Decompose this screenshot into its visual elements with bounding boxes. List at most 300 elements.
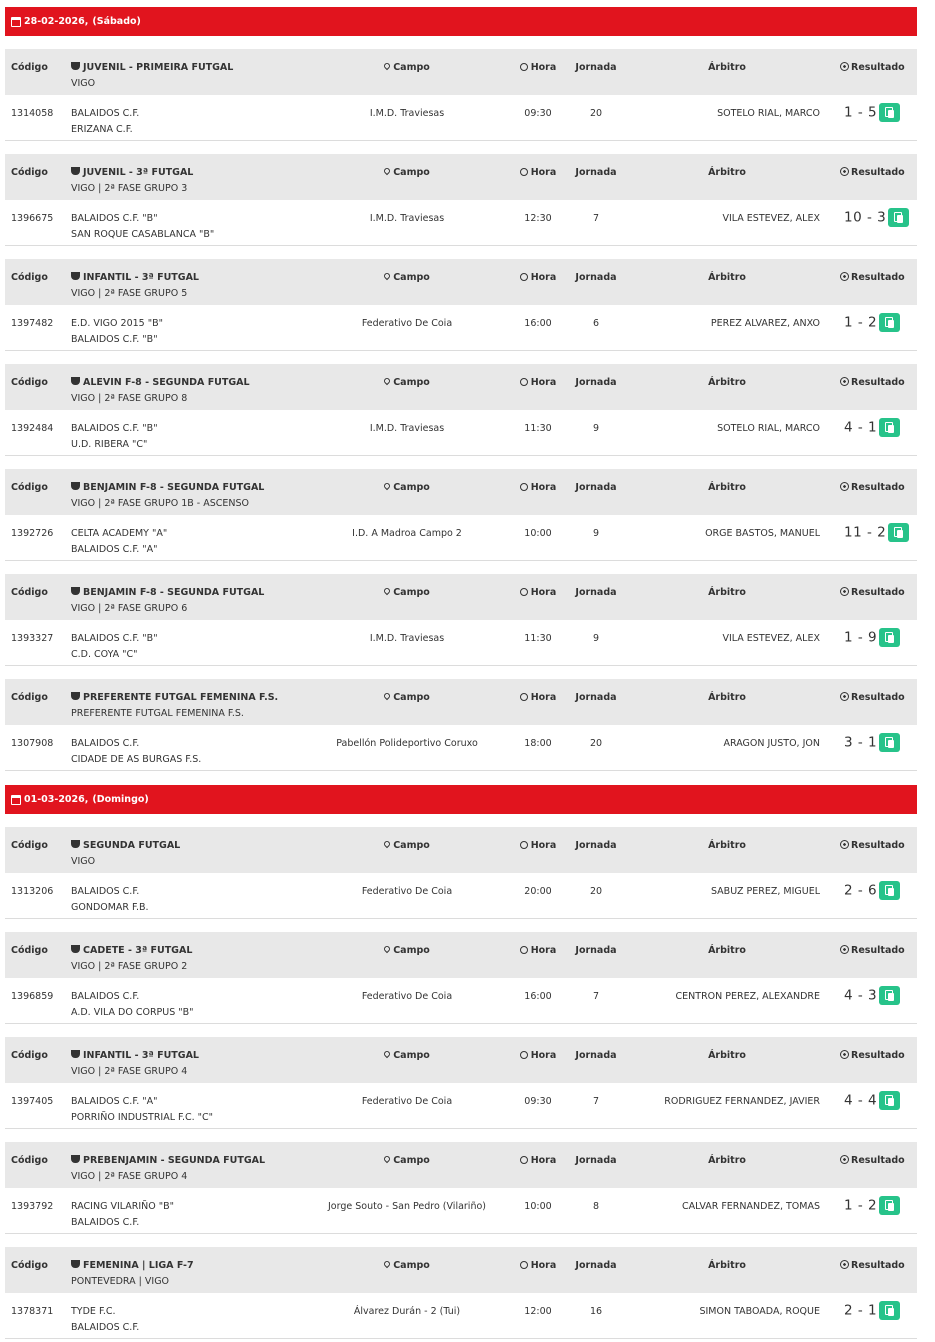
clock-icon	[520, 1156, 528, 1164]
hora-header	[508, 60, 568, 76]
hora-value: 16:00	[524, 318, 552, 329]
jornada-header: Jornada	[575, 692, 617, 703]
campo-header	[305, 943, 509, 959]
competition-group: VIGO	[71, 856, 96, 867]
hora-label: Hora	[530, 1050, 557, 1061]
match-header-row	[5, 469, 917, 515]
map-marker-icon	[383, 62, 391, 70]
result-cell	[844, 313, 900, 332]
competition-cell	[71, 165, 193, 197]
match-row	[5, 725, 917, 771]
map-marker-icon	[383, 840, 391, 848]
hora-value: 20:00	[524, 886, 552, 897]
match-code: 1313206	[11, 886, 54, 897]
campo-label: Campo	[393, 272, 430, 283]
match-row	[5, 515, 917, 561]
trophy-icon	[71, 587, 80, 595]
match-code: 1392484	[11, 423, 54, 434]
match-list	[5, 7, 917, 1339]
date-text: 01-03-2026,	[24, 794, 89, 805]
competition-group: VIGO | 2ª FASE GRUPO 8	[71, 393, 188, 404]
jornada-header: Jornada	[575, 1260, 617, 1271]
competition-group: VIGO | 2ª FASE GRUPO 5	[71, 288, 188, 299]
arbitro-header: Árbitro	[708, 692, 746, 703]
competition-group: VIGO | 2ª FASE GRUPO 4	[71, 1171, 188, 1182]
copy-result-button[interactable]	[879, 103, 900, 122]
jornada-value: 20	[589, 738, 603, 749]
resultado-header	[840, 1048, 905, 1064]
match-card	[5, 932, 917, 1024]
codigo-header: Código	[11, 945, 48, 956]
home-team: TYDE F.C.	[71, 1306, 116, 1317]
result-cell	[844, 1091, 900, 1110]
arbitro-value: VILA ESTEVEZ, ALEX	[722, 633, 820, 644]
home-team: BALAIDOS C.F. "B"	[71, 633, 158, 644]
result-cell	[844, 418, 900, 437]
teams-cell	[71, 421, 158, 453]
match-code: 1397405	[11, 1096, 54, 1107]
campo-header	[305, 60, 509, 76]
soccer-ball-icon	[840, 62, 849, 71]
match-row	[5, 305, 917, 351]
calendar-icon	[11, 795, 21, 805]
match-row	[5, 410, 917, 456]
score-value: 2 - 1	[844, 1302, 878, 1319]
copy-result-button[interactable]	[888, 523, 909, 542]
arbitro-header: Árbitro	[708, 272, 746, 283]
codigo-header: Código	[11, 1050, 48, 1061]
campo-label: Campo	[393, 377, 430, 388]
match-code: 1392726	[11, 528, 54, 539]
match-card	[5, 364, 917, 456]
match-header-row	[5, 259, 917, 305]
soccer-ball-icon	[840, 1050, 849, 1059]
match-header-row	[5, 679, 917, 725]
competition-group: PONTEVEDRA | VIGO	[71, 1276, 170, 1287]
hora-value: 11:30	[524, 633, 552, 644]
match-card	[5, 679, 917, 771]
hora-label: Hora	[530, 1155, 557, 1166]
clock-icon	[520, 378, 528, 386]
campo-value: Pabellón Polideportivo Coruxo	[336, 738, 478, 749]
map-marker-icon	[383, 272, 391, 280]
resultado-label: Resultado	[851, 1260, 905, 1271]
calendar-icon	[11, 17, 21, 27]
score-value: 4 - 3	[844, 987, 878, 1004]
trophy-icon	[71, 62, 80, 70]
hora-header	[508, 943, 568, 959]
match-card	[5, 1247, 917, 1339]
resultado-header	[840, 165, 905, 181]
arbitro-header: Árbitro	[708, 482, 746, 493]
teams-cell	[71, 1094, 213, 1126]
score-value: 1 - 5	[844, 104, 878, 121]
map-marker-icon	[383, 1050, 391, 1058]
map-marker-icon	[383, 587, 391, 595]
competition-name: BENJAMIN F-8 - SEGUNDA FUTGAL	[83, 482, 265, 493]
match-header-row	[5, 154, 917, 200]
arbitro-header: Árbitro	[708, 945, 746, 956]
competition-name: PREBENJAMIN - SEGUNDA FUTGAL	[83, 1155, 266, 1166]
result-cell	[844, 523, 909, 542]
arbitro-header: Árbitro	[708, 1050, 746, 1061]
jornada-value: 9	[592, 528, 600, 539]
campo-value: I.D. A Madroa Campo 2	[352, 528, 462, 539]
away-team: C.D. COYA "C"	[71, 649, 138, 660]
trophy-icon	[71, 167, 80, 175]
resultado-label: Resultado	[851, 692, 905, 703]
hora-header	[508, 1048, 568, 1064]
campo-value: I.M.D. Traviesas	[369, 213, 445, 224]
jornada-value: 7	[592, 991, 600, 1002]
resultado-header	[840, 60, 905, 76]
jornada-value: 8	[592, 1201, 600, 1212]
jornada-header: Jornada	[575, 840, 617, 851]
hora-header	[508, 480, 568, 496]
jornada-header: Jornada	[575, 1155, 617, 1166]
trophy-icon	[71, 482, 80, 490]
competition-cell	[71, 60, 233, 92]
competition-name: INFANTIL - 3ª FUTGAL	[83, 272, 199, 283]
competition-name: PREFERENTE FUTGAL FEMENINA F.S.	[83, 692, 279, 703]
jornada-value: 7	[592, 1096, 600, 1107]
match-header-row	[5, 574, 917, 620]
match-card	[5, 574, 917, 666]
hora-value: 16:00	[524, 991, 552, 1002]
competition-cell	[71, 375, 250, 407]
resultado-header	[840, 838, 905, 854]
hora-label: Hora	[530, 840, 557, 851]
teams-cell	[71, 989, 194, 1021]
resultado-header	[840, 270, 905, 286]
map-marker-icon	[383, 1260, 391, 1268]
competition-group: PREFERENTE FUTGAL FEMENINA F.S.	[71, 708, 244, 719]
competition-name: INFANTIL - 3ª FUTGAL	[83, 1050, 199, 1061]
clock-icon	[520, 1261, 528, 1269]
campo-header	[305, 838, 509, 854]
competition-group: VIGO | 2ª FASE GRUPO 1B - ASCENSO	[71, 498, 250, 509]
match-card	[5, 827, 917, 919]
competition-cell	[71, 1258, 194, 1290]
jornada-value: 16	[589, 1306, 603, 1317]
hora-header	[508, 838, 568, 854]
campo-label: Campo	[393, 1050, 430, 1061]
arbitro-value: RODRIGUEZ FERNANDEZ, JAVIER	[664, 1096, 820, 1107]
resultado-label: Resultado	[851, 1050, 905, 1061]
copy-result-button[interactable]	[879, 986, 900, 1005]
map-marker-icon	[383, 945, 391, 953]
match-header-row	[5, 1247, 917, 1293]
arbitro-value: SOTELO RIAL, MARCO	[717, 108, 820, 119]
copy-result-button[interactable]	[879, 313, 900, 332]
match-header-row	[5, 932, 917, 978]
campo-header	[305, 270, 509, 286]
teams-cell	[71, 1304, 139, 1336]
arbitro-value: SIMON TABOADA, ROQUE	[699, 1306, 820, 1317]
hora-value: 09:30	[524, 1096, 552, 1107]
hora-label: Hora	[530, 482, 557, 493]
hora-value: 10:00	[524, 1201, 552, 1212]
map-marker-icon	[383, 692, 391, 700]
resultado-header	[840, 1258, 905, 1274]
match-header-row	[5, 364, 917, 410]
competition-group: VIGO | 2ª FASE GRUPO 4	[71, 1066, 188, 1077]
home-team: BALAIDOS C.F. "B"	[71, 213, 158, 224]
soccer-ball-icon	[840, 272, 849, 281]
hora-value: 09:30	[524, 108, 552, 119]
arbitro-value: PEREZ ALVAREZ, ANXO	[710, 318, 820, 329]
match-code: 1307908	[11, 738, 54, 749]
teams-cell	[71, 736, 201, 768]
arbitro-header: Árbitro	[708, 840, 746, 851]
jornada-header: Jornada	[575, 945, 617, 956]
campo-label: Campo	[393, 945, 430, 956]
resultado-label: Resultado	[851, 945, 905, 956]
teams-cell	[71, 1199, 174, 1231]
soccer-ball-icon	[840, 377, 849, 386]
codigo-header: Código	[11, 377, 48, 388]
competition-cell	[71, 585, 264, 617]
competition-name: JUVENIL - PRIMEIRA FUTGAL	[83, 62, 234, 73]
match-code: 1397482	[11, 318, 54, 329]
match-code: 1396859	[11, 991, 54, 1002]
hora-label: Hora	[530, 692, 557, 703]
away-team: BALAIDOS C.F. "A"	[71, 544, 158, 555]
result-cell	[844, 1196, 900, 1215]
campo-label: Campo	[393, 692, 430, 703]
campo-value: Álvarez Durán - 2 (Tui)	[353, 1306, 461, 1317]
jornada-header: Jornada	[575, 377, 617, 388]
away-team: BALAIDOS C.F. "B"	[71, 334, 158, 345]
competition-name: JUVENIL - 3ª FUTGAL	[83, 167, 194, 178]
result-cell	[844, 986, 900, 1005]
campo-value: I.M.D. Traviesas	[369, 633, 445, 644]
resultado-label: Resultado	[851, 377, 905, 388]
competition-name: CADETE - 3ª FUTGAL	[83, 945, 193, 956]
competition-cell	[71, 1153, 265, 1185]
soccer-ball-icon	[840, 692, 849, 701]
teams-cell	[71, 526, 167, 558]
map-marker-icon	[383, 482, 391, 490]
campo-value: Federativo De Coia	[361, 1096, 453, 1107]
campo-header	[305, 375, 509, 391]
hora-label: Hora	[530, 272, 557, 283]
campo-value: I.M.D. Traviesas	[369, 423, 445, 434]
home-team: BALAIDOS C.F. "A"	[71, 1096, 158, 1107]
jornada-value: 20	[589, 108, 603, 119]
copy-result-button[interactable]	[879, 418, 900, 437]
home-team: BALAIDOS C.F.	[71, 738, 140, 749]
jornada-value: 7	[592, 213, 600, 224]
resultado-label: Resultado	[851, 840, 905, 851]
hora-value: 11:30	[524, 423, 552, 434]
date-text: 28-02-2026,	[24, 16, 89, 27]
match-header-row	[5, 1037, 917, 1083]
clock-icon	[520, 946, 528, 954]
competition-cell	[71, 838, 180, 870]
trophy-icon	[71, 692, 80, 700]
teams-cell	[71, 211, 214, 243]
match-card	[5, 154, 917, 246]
campo-header	[305, 585, 509, 601]
away-team: U.D. RIBERA "C"	[71, 439, 148, 450]
competition-cell	[71, 1048, 199, 1080]
away-team: BALAIDOS C.F.	[71, 1322, 140, 1333]
competition-name: BENJAMIN F-8 - SEGUNDA FUTGAL	[83, 587, 265, 598]
trophy-icon	[71, 272, 80, 280]
copy-result-button[interactable]	[879, 733, 900, 752]
day-section	[5, 785, 917, 1339]
jornada-header: Jornada	[575, 482, 617, 493]
arbitro-header: Árbitro	[708, 167, 746, 178]
clock-icon	[520, 693, 528, 701]
codigo-header: Código	[11, 587, 48, 598]
competition-cell	[71, 943, 192, 975]
match-row	[5, 873, 917, 919]
resultado-label: Resultado	[851, 62, 905, 73]
score-value: 1 - 9	[844, 629, 878, 646]
jornada-header: Jornada	[575, 1050, 617, 1061]
score-value: 1 - 2	[844, 314, 878, 331]
competition-cell	[71, 690, 278, 722]
copy-result-button[interactable]	[879, 881, 900, 900]
campo-label: Campo	[393, 840, 430, 851]
match-row	[5, 95, 917, 141]
match-code: 1314058	[11, 108, 54, 119]
clock-icon	[520, 1051, 528, 1059]
campo-label: Campo	[393, 587, 430, 598]
away-team: GONDOMAR F.B.	[71, 902, 149, 913]
campo-header	[305, 165, 509, 181]
campo-label: Campo	[393, 482, 430, 493]
date-header	[5, 7, 917, 36]
match-card	[5, 1142, 917, 1234]
clock-icon	[520, 483, 528, 491]
teams-cell	[71, 106, 139, 138]
codigo-header: Código	[11, 62, 48, 73]
arbitro-value: ARAGON JUSTO, JON	[723, 738, 820, 749]
teams-cell	[71, 884, 149, 916]
hora-header	[508, 1258, 568, 1274]
away-team: CIDADE DE AS BURGAS F.S.	[71, 754, 202, 765]
away-team: A.D. VILA DO CORPUS "B"	[71, 1007, 194, 1018]
trophy-icon	[71, 945, 80, 953]
hora-header	[508, 585, 568, 601]
competition-group: VIGO | 2ª FASE GRUPO 2	[71, 961, 188, 972]
score-value: 4 - 1	[844, 419, 878, 436]
arbitro-header: Árbitro	[708, 1260, 746, 1271]
copy-result-button[interactable]	[879, 628, 900, 647]
campo-value: Federativo De Coia	[361, 991, 453, 1002]
match-header-row	[5, 1142, 917, 1188]
codigo-header: Código	[11, 1155, 48, 1166]
hora-label: Hora	[530, 945, 557, 956]
trophy-icon	[71, 840, 80, 848]
hora-value: 10:00	[524, 528, 552, 539]
campo-header	[305, 690, 509, 706]
jornada-header: Jornada	[575, 587, 617, 598]
result-cell	[844, 628, 900, 647]
match-code: 1393792	[11, 1201, 54, 1212]
soccer-ball-icon	[840, 945, 849, 954]
copy-result-button[interactable]	[879, 1091, 900, 1110]
campo-header	[305, 1048, 509, 1064]
home-team: E.D. VIGO 2015 "B"	[71, 318, 163, 329]
match-row	[5, 1293, 917, 1339]
codigo-header: Código	[11, 482, 48, 493]
trophy-icon	[71, 377, 80, 385]
soccer-ball-icon	[840, 840, 849, 849]
match-card	[5, 469, 917, 561]
map-marker-icon	[383, 167, 391, 175]
resultado-label: Resultado	[851, 272, 905, 283]
home-team: BALAIDOS C.F. "B"	[71, 423, 158, 434]
match-card	[5, 49, 917, 141]
soccer-ball-icon	[840, 167, 849, 176]
arbitro-value: VILA ESTEVEZ, ALEX	[722, 213, 820, 224]
hora-header	[508, 1153, 568, 1169]
competition-cell	[71, 480, 264, 512]
hora-value: 12:00	[524, 1306, 552, 1317]
codigo-header: Código	[11, 1260, 48, 1271]
result-cell	[844, 1301, 900, 1320]
score-value: 3 - 1	[844, 734, 878, 751]
hora-label: Hora	[530, 1260, 557, 1271]
campo-value: Federativo De Coia	[361, 886, 453, 897]
jornada-header: Jornada	[575, 167, 617, 178]
weekday-text: (Sábado)	[92, 16, 141, 27]
match-code: 1396675	[11, 213, 54, 224]
date-header	[5, 785, 917, 814]
match-code: 1393327	[11, 633, 54, 644]
home-team: BALAIDOS C.F.	[71, 108, 140, 119]
result-cell	[844, 208, 909, 227]
match-code: 1378371	[11, 1306, 54, 1317]
jornada-value: 9	[592, 423, 600, 434]
arbitro-header: Árbitro	[708, 587, 746, 598]
match-row	[5, 978, 917, 1024]
competition-name: FEMENINA | LIGA F-7	[83, 1260, 194, 1271]
codigo-header: Código	[11, 167, 48, 178]
hora-header	[508, 375, 568, 391]
arbitro-header: Árbitro	[708, 62, 746, 73]
copy-result-button[interactable]	[879, 1196, 900, 1215]
score-value: 1 - 2	[844, 1197, 878, 1214]
score-value: 2 - 6	[844, 882, 878, 899]
away-team: SAN ROQUE CASABLANCA "B"	[71, 229, 215, 240]
copy-result-button[interactable]	[888, 208, 909, 227]
score-value: 11 - 2	[844, 524, 887, 541]
codigo-header: Código	[11, 272, 48, 283]
home-team: RACING VILARIÑO "B"	[71, 1201, 175, 1212]
copy-result-button[interactable]	[879, 1301, 900, 1320]
arbitro-value: CALVAR FERNANDEZ, TOMAS	[681, 1201, 820, 1212]
result-cell	[844, 733, 900, 752]
home-team: BALAIDOS C.F.	[71, 991, 140, 1002]
clock-icon	[520, 841, 528, 849]
resultado-header	[840, 1153, 905, 1169]
teams-cell	[71, 631, 158, 663]
campo-value: Jorge Souto - San Pedro (Vilariño)	[328, 1201, 486, 1212]
campo-label: Campo	[393, 167, 430, 178]
match-row	[5, 200, 917, 246]
resultado-label: Resultado	[851, 1155, 905, 1166]
trophy-icon	[71, 1260, 80, 1268]
campo-header	[305, 1258, 509, 1274]
competition-group: VIGO | 2ª FASE GRUPO 6	[71, 603, 188, 614]
map-marker-icon	[383, 1155, 391, 1163]
clock-icon	[520, 63, 528, 71]
